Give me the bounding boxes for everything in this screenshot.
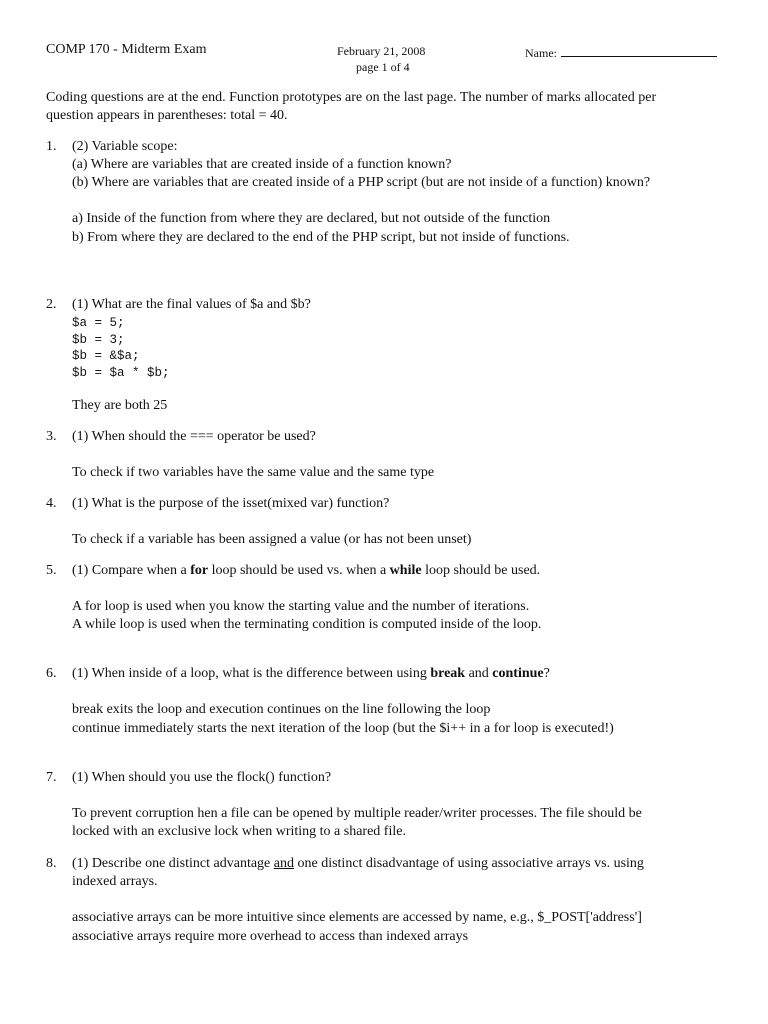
name-blank-line [561, 44, 717, 57]
name-field [525, 44, 717, 61]
q5-answer-2: A while loop is used when the terminating condition is computed inside of the loop. [72, 617, 542, 632]
q6-number: 6. [46, 666, 57, 681]
intro-line-1: Coding questions are at the end. Function prototypes are on the last page. The number of marks allocated per [46, 90, 657, 105]
q3-prompt: (1) When should the === operator be used? [72, 429, 316, 444]
intro-line-2: question appears in parentheses: total = 40. [46, 108, 288, 123]
q6-prompt-part: and [465, 666, 493, 681]
q8-answer-1: associative arrays can be more intuitive since elements are accessed by name, e.g., $_POST['address'] [72, 910, 642, 925]
q5-number: 5. [46, 563, 57, 578]
q3-answer: To check if two variables have the same value and the same type [72, 465, 435, 480]
q1-answer-b: b) From where they are declared to the end of the PHP script, but not inside of functions. [72, 230, 570, 245]
q6-prompt-part: (1) When inside of a loop, what is the difference between using [72, 666, 431, 681]
q4-number: 4. [46, 496, 57, 511]
q8-answer-2: associative arrays require more overhead to access than indexed arrays [72, 929, 469, 944]
q2-code-line: $b = 3; [72, 333, 125, 347]
q7-prompt: (1) When should you use the flock() function? [72, 770, 332, 785]
q1-part-a: (a) Where are variables that are created inside of a function known? [72, 157, 452, 172]
q7-number: 7. [46, 770, 57, 785]
name-label: Name: [525, 46, 557, 60]
q2-code-line: $a = 5; [72, 316, 125, 330]
q6-keyword-continue: continue [492, 666, 544, 681]
q5-keyword-for: for [190, 563, 209, 578]
q2-code-line: $b = $a * $b; [72, 366, 170, 380]
q1-number: 1. [46, 139, 57, 154]
q8-underlined-and: and [273, 856, 294, 871]
q5-prompt-part: loop should be used. [421, 563, 541, 578]
q2-number: 2. [46, 297, 57, 312]
q5-prompt-part: loop should be used vs. when a [208, 563, 390, 578]
q8-prompt-line-2: indexed arrays. [72, 874, 158, 889]
q5-prompt [72, 563, 540, 579]
q2-answer: They are both 25 [72, 398, 168, 413]
q1-answer-a: a) Inside of the function from where they are declared, but not outside of the function [72, 211, 551, 226]
q6-keyword-break: break [430, 666, 466, 681]
q6-prompt-part: ? [543, 666, 550, 681]
q2-prompt: (1) What are the final values of $a and $b? [72, 297, 311, 312]
q4-answer: To check if a variable has been assigned a value (or has not been unset) [72, 532, 472, 547]
exam-date: February 21, 2008 [337, 44, 426, 58]
q6-answer-2: continue immediately starts the next iteration of the loop (but the $i++ in a for loop is executed!) [72, 721, 614, 736]
q7-answer-1: To prevent corruption hen a file can be opened by multiple reader/writer processes. The file should be [72, 806, 642, 821]
q1-part-b: (b) Where are variables that are created inside of a PHP script (but are not inside of a function) known? [72, 175, 651, 190]
q5-keyword-while: while [389, 563, 422, 578]
q5-answer-1: A for loop is used when you know the starting value and the number of iterations. [72, 599, 530, 614]
q1-prompt: (2) Variable scope: [72, 139, 178, 154]
q8-prompt [72, 856, 644, 872]
q2-code-line: $b = &$a; [72, 349, 140, 363]
q6-answer-1: break exits the loop and execution continues on the line following the loop [72, 702, 491, 717]
course-title: COMP 170 - Midterm Exam [46, 42, 207, 57]
q8-prompt-part: (1) Describe one distinct advantage [72, 856, 274, 871]
q7-answer-2: locked with an exclusive lock when writing to a shared file. [72, 824, 406, 839]
q6-prompt [72, 666, 550, 682]
q4-prompt: (1) What is the purpose of the isset(mixed var) function? [72, 496, 390, 511]
q8-prompt-part: one distinct disadvantage of using associative arrays vs. using [293, 856, 644, 871]
page-number: page 1 of 4 [356, 60, 410, 74]
q8-number: 8. [46, 856, 57, 871]
q5-prompt-part: (1) Compare when a [72, 563, 191, 578]
q3-number: 3. [46, 429, 57, 444]
